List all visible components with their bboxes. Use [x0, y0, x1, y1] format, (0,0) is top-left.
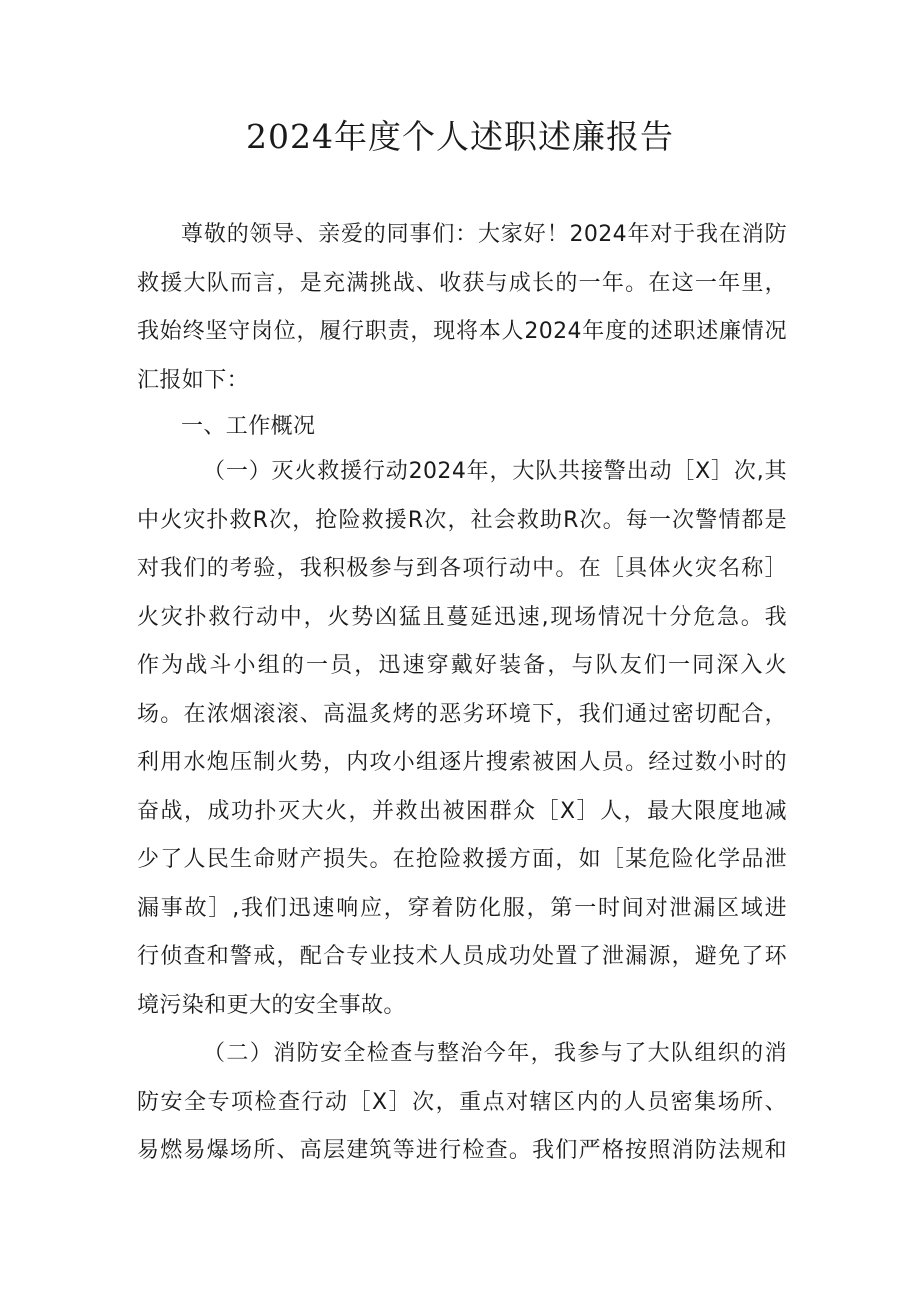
- text-line: 救援大队而言，是充满挑战、收获与成长的一年。在这一年里，: [137, 270, 787, 296]
- text-line: 利用水炮压制火势，内攻小组逐片搜索被困人员。经过数小时的: [137, 750, 787, 775]
- section-heading: 一、工作概况: [181, 414, 316, 439]
- text-line: （二）消防安全检查与整治今年，我参与了大队组织的消: [203, 1041, 787, 1066]
- text-line: 行侦查和警戒，配合专业技术人员成功处置了泄漏源，避免了环: [137, 944, 787, 969]
- text-line: 易燃易爆场所、高层建筑等进行检查。我们严格按照消防法规和: [137, 1138, 787, 1163]
- intro-paragraph-block: [137, 211, 787, 405]
- text-line: 对我们的考验，我积极参与到各项行动中。在［具体火灾名称］: [137, 556, 787, 581]
- text-line: 尊敬的领导、亲爱的同事们：大家好！2024年对于我在消防: [181, 222, 787, 247]
- text-line: 漏事故］,我们迅速响应，穿着防化服，第一时间对泄漏区域进: [137, 895, 787, 921]
- section-1-block: [137, 448, 787, 1030]
- section-2-block: [137, 1030, 787, 1176]
- text-line: 我始终坚守岗位，履行职责，现将本人2024年度的述职述廉情况: [137, 319, 787, 344]
- text-line: 火灾扑救行动中，火势凶猛且蔓延迅速,现场情况十分危急。我: [137, 604, 787, 630]
- section-heading-block: [137, 403, 787, 452]
- text-line: 作为战斗小组的一员，迅速穿戴好装备，与队友们一同深入火: [137, 653, 787, 678]
- section-1-paragraph: [137, 448, 787, 1030]
- section-2-paragraph: [137, 1030, 787, 1176]
- text-line: 场。在浓烟滚滚、高温炙烤的恶劣环境下，我们通过密切配合，: [137, 701, 787, 727]
- text-line: 少了人民生命财产损失。在抢险救援方面，如［某危险化学品泄: [137, 847, 787, 872]
- text-line: 奋战，成功扑灭大火，并救出被困群众［X］人，最大限度地减: [137, 798, 787, 824]
- text-line: 汇报如下：: [137, 367, 250, 393]
- intro-paragraph: [137, 211, 787, 405]
- text-line: 境污染和更大的安全事故。: [137, 992, 406, 1018]
- document-title: 2024年度个人述职述廉报告: [246, 117, 674, 156]
- text-line: 防安全专项检查行动［X］次，重点对辖区内的人员密集场所、: [137, 1089, 787, 1115]
- text-line: 中火灾扑救R次，抢险救援R次，社会救助R次。每一次警情都是: [137, 507, 787, 533]
- text-line: （一）灭火救援行动2024年，大队共接警出动［X］次,其: [203, 459, 787, 484]
